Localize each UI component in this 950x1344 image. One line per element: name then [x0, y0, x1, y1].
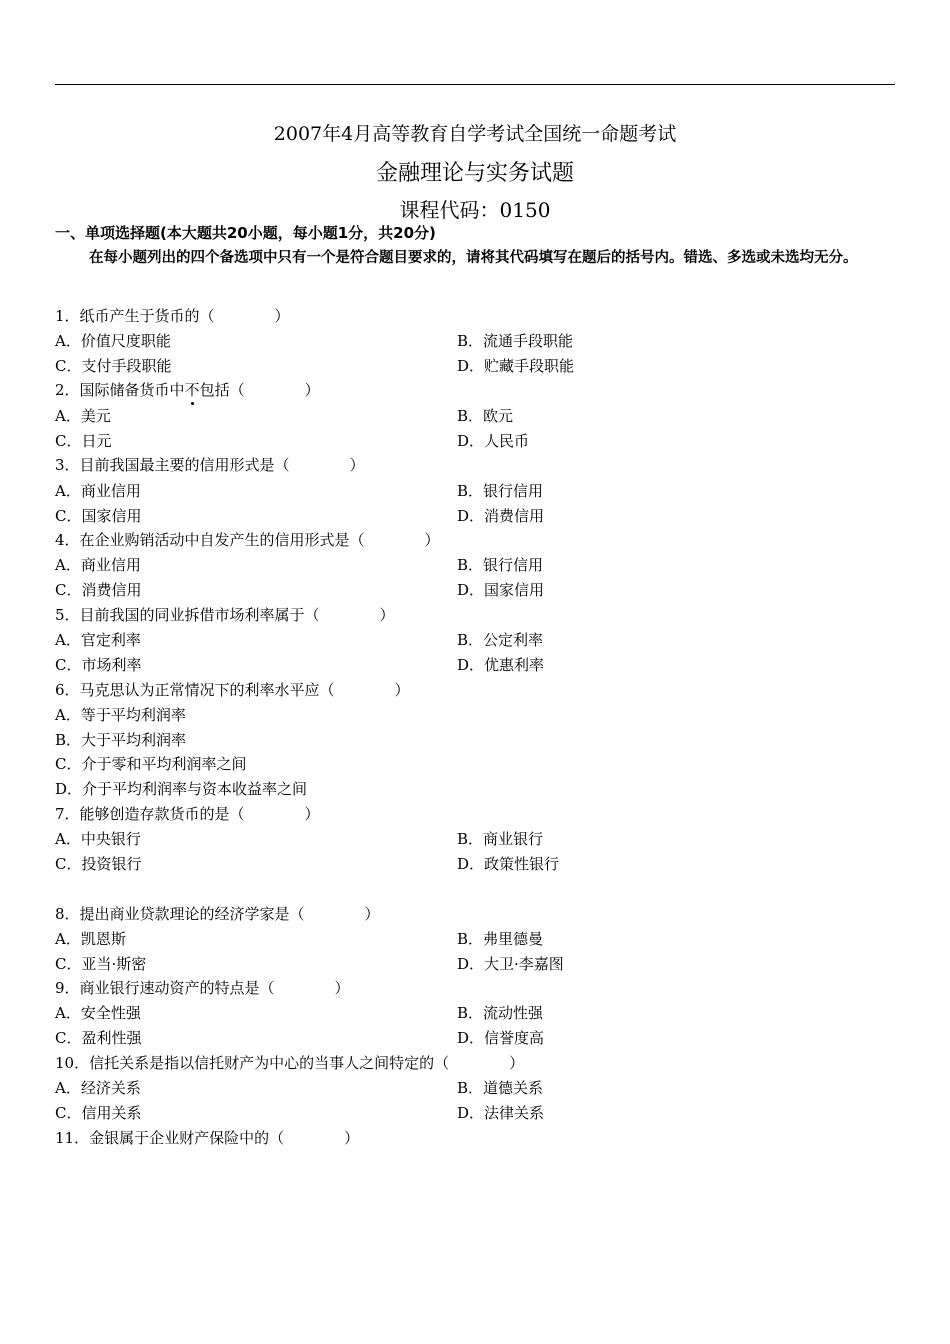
question-5-option-a: A．官定利率: [55, 631, 141, 649]
question-1-option-d: D．贮藏手段职能: [457, 357, 575, 375]
question-1-stem: 1．纸币产生于货币的（ ）: [55, 307, 290, 325]
question-10-option-c: C．信用关系: [55, 1104, 142, 1122]
question-8-option-d: D．大卫·李嘉图: [457, 955, 564, 973]
question-11-stem: 11．金银属于企业财产保险中的（ ）: [55, 1129, 360, 1147]
question-10-stem: 10．信托关系是指以信托财产为中心的当事人之间特定的（ ）: [55, 1054, 525, 1072]
question-8-option-c: C．亚当·斯密: [55, 955, 147, 973]
question-7-stem: 7．能够创造存款货币的是（ ）: [55, 805, 320, 823]
question-6-option-d: D．介于平均利润率与资本收益率之间: [55, 780, 308, 798]
section-heading: [55, 222, 436, 243]
section-title: 一、单项选择题: [55, 224, 161, 242]
question-7-option-b: B．商业银行: [457, 830, 544, 848]
question-10-option-b: B．道德关系: [457, 1079, 544, 1097]
paper-title: 金融理论与实务试题: [375, 161, 574, 186]
question-10-option-a: A．经济关系: [55, 1079, 141, 1097]
question-4-option-c: C．消费信用: [55, 581, 142, 599]
question-3-stem: 3．目前我国最主要的信用形式是（ ）: [55, 456, 365, 474]
question-7-option-c: C．投资银行: [55, 855, 142, 873]
question-2-option-b: B．欧元: [457, 407, 514, 425]
question-2-option-d: D．人民币: [457, 432, 530, 450]
question-2-option-c: C．日元: [55, 432, 112, 450]
header-rule: [55, 84, 895, 85]
question-1-option-c: C．支付手段职能: [55, 357, 172, 375]
emphasis-mark: 不: [184, 381, 200, 399]
question-1-option-a: A．价值尺度职能: [55, 332, 171, 350]
question-5-option-c: C．市场利率: [55, 656, 142, 674]
section-instructions: 在每小题列出的四个备选项中只有一个是符合题目要求的，请将其代码填写在题后的括号内。错选、多选或未选均无分。: [89, 250, 858, 266]
question-3-option-d: D．消费信用: [457, 507, 545, 525]
question-6-stem: 6．马克思认为正常情况下的利率水平应（ ）: [55, 681, 410, 699]
question-3-option-a: A．商业信用: [55, 482, 141, 500]
question-4-option-a: A．商业信用: [55, 556, 141, 574]
course-code: 课程代码：0150: [399, 198, 551, 222]
question-5-option-d: D．优惠利率: [457, 656, 545, 674]
question-9-option-d: D．信誉度高: [457, 1029, 545, 1047]
section-scoring: (本大题共20小题，每小题1分，共20分): [160, 224, 436, 242]
question-9-option-b: B．流动性强: [457, 1004, 544, 1022]
question-8-option-a: A．凯恩斯: [55, 930, 126, 948]
question-6-option-c: C．介于零和平均利润率之间: [55, 755, 247, 773]
question-7-option-a: A．中央银行: [55, 830, 141, 848]
exam-title: 2007年4月高等教育自学考试全国统一命题考试: [273, 123, 677, 145]
question-9-stem: 9．商业银行速动资产的特点是（ ）: [55, 979, 350, 997]
question-4-option-d: D．国家信用: [457, 581, 545, 599]
question-6-option-b: B．大于平均利润率: [55, 731, 187, 749]
question-8-stem: 8．提出商业贷款理论的经济学家是（ ）: [55, 905, 380, 923]
question-4-stem: 4．在企业购销活动中自发产生的信用形式是（ ）: [55, 531, 440, 549]
question-4-option-b: B．银行信用: [457, 556, 544, 574]
question-5-stem: 5．目前我国的同业拆借市场利率属于（ ）: [55, 606, 395, 624]
question-3-option-c: C．国家信用: [55, 507, 142, 525]
question-9-option-a: A．安全性强: [55, 1004, 141, 1022]
question-3-option-b: B．银行信用: [457, 482, 544, 500]
question-8-option-b: B．弗里德曼: [457, 930, 544, 948]
question-2-stem: 2．国际储备货币中不包括（ ）: [55, 381, 320, 399]
question-6-option-a: A．等于平均利润率: [55, 706, 186, 724]
question-9-option-c: C．盈利性强: [55, 1029, 142, 1047]
question-10-option-d: D．法律关系: [457, 1104, 545, 1122]
question-5-option-b: B．公定利率: [457, 631, 544, 649]
question-1-option-b: B．流通手段职能: [457, 332, 574, 350]
question-2-option-a: A．美元: [55, 407, 111, 425]
question-7-option-d: D．政策性银行: [457, 855, 560, 873]
